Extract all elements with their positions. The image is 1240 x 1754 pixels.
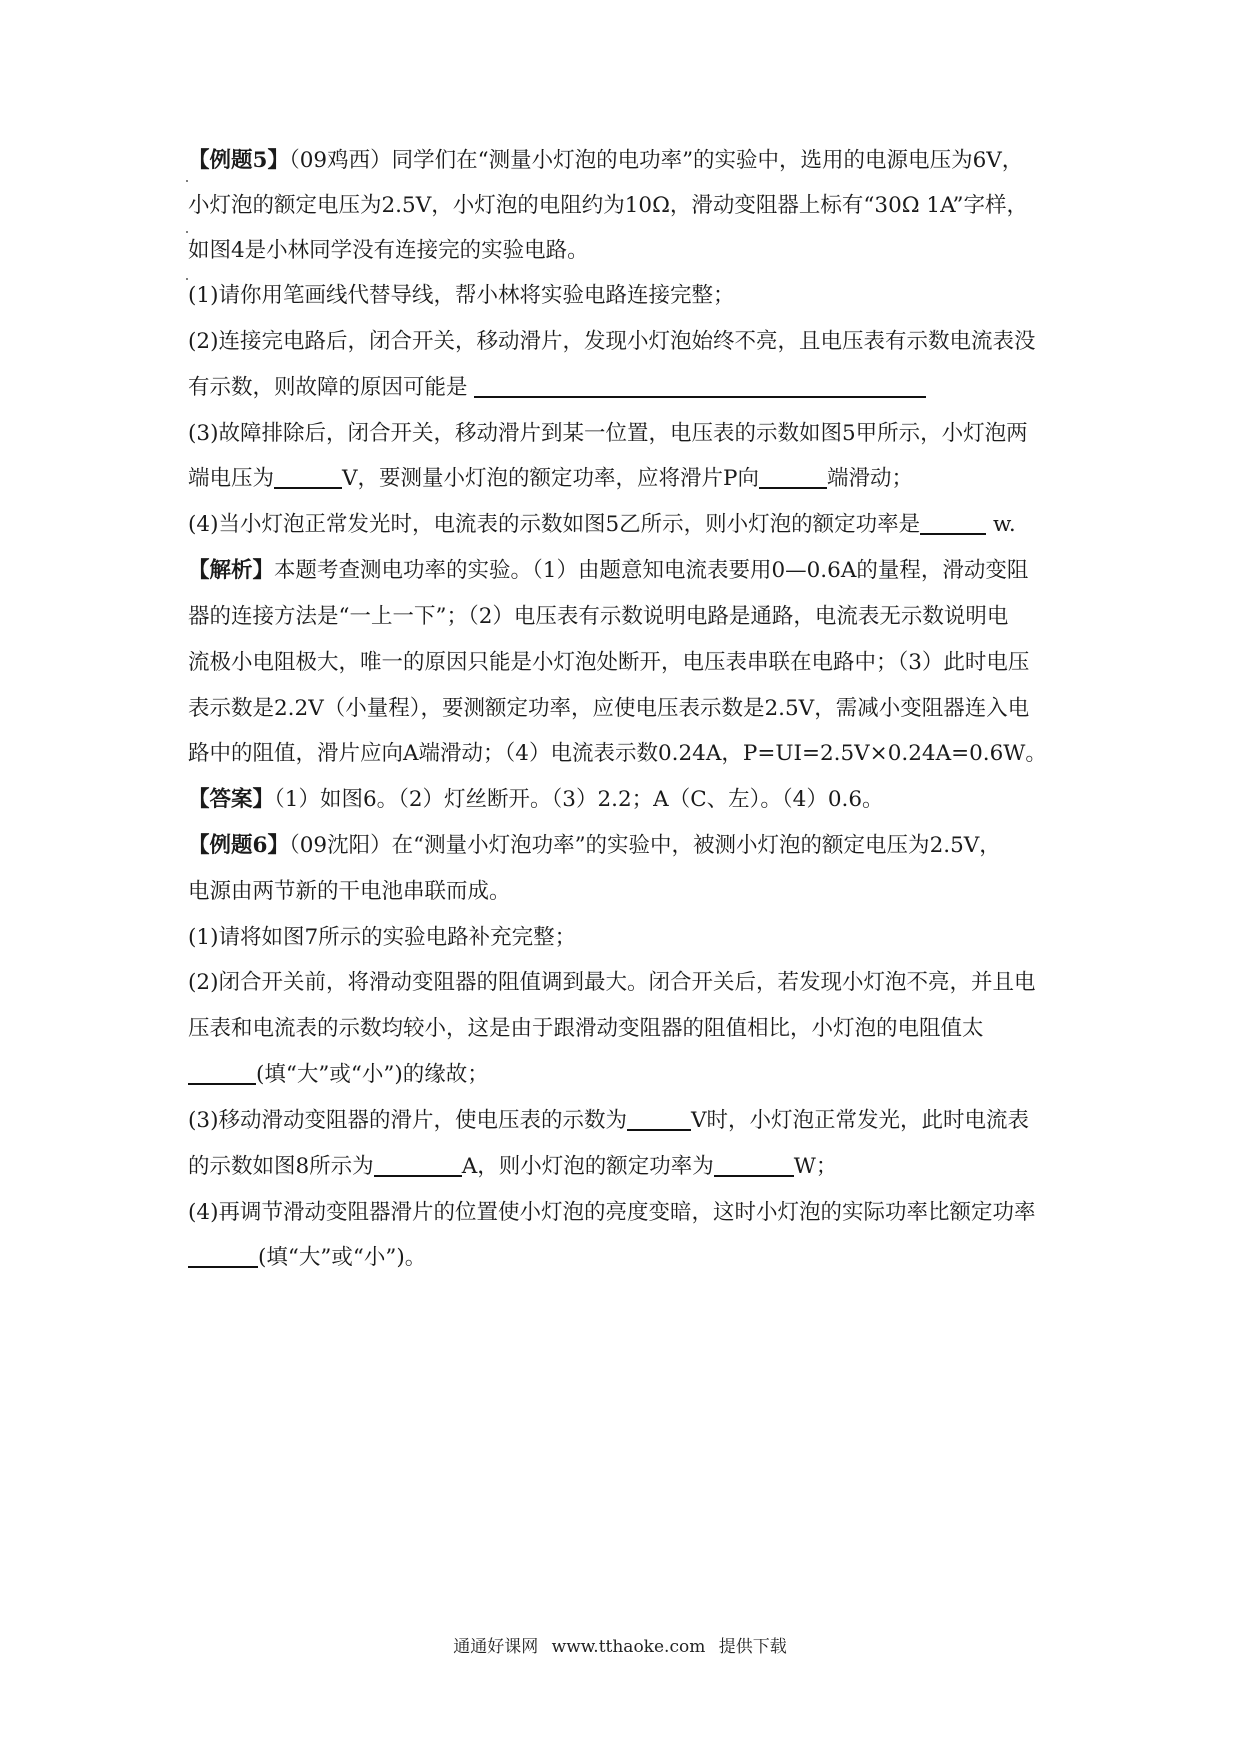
ex6-question-3a [188, 1106, 1029, 1136]
ex5-q3b-text-3: 端滑动； [827, 466, 914, 491]
ex6-question-3b [188, 1152, 837, 1182]
answer-text: （1）如图6。（2）灯丝断开。（3）2.2；A（C、左）。（4）0.6。 [274, 787, 884, 812]
ex6-question-2b: 压表和电流表的示数均较小，这是由于跟滑动变阻器的阻值相比，小灯泡的电阻值太 [188, 1016, 984, 1041]
scan-dot [186, 231, 188, 233]
ex6-question-2a: (2)闭合开关前，将滑动变阻器的阻值调到最大。闭合开关后，若发现小灯泡不亮，并且电 [188, 970, 1036, 995]
ex5-question-3a: (3)故障排除后，闭合开关，移动滑片到某一位置，电压表的示数如图5甲所示，小灯泡两 [188, 421, 1028, 446]
analysis-text: 本题考查测电功率的实验。（1）由题意知电流表要用0—0.6A的量程，滑动变阻 [274, 558, 1029, 583]
ex5-text: （09鸡西）同学们在“测量小灯泡的电功率”的实验中，选用的电源电压为6V， [288, 148, 1024, 173]
answer-blank[interactable] [374, 1153, 462, 1177]
footer-suffix: 提供下载 [718, 1637, 787, 1657]
ex5-question-2b [188, 373, 926, 403]
ex5-question-4 [188, 510, 1016, 540]
ex5-q4-text-1: (4)当小灯泡正常发光时，电流表的示数如图5乙所示，则小灯泡的额定功率是 [188, 512, 921, 537]
analysis-line-2: 器的连接方法是“一上一下”；（2）电压表有示数说明电路是通路，电流表无示数说明电 [188, 604, 1009, 629]
ex6-q2c-text: (填“大”或“小”)的缘故； [256, 1062, 489, 1087]
analysis-line-4: 表示数是2.2V（小量程），要测额定功率，应使电压表示数是2.5V，需减小变阻器连入电 [188, 696, 1030, 721]
ex6-tag: 【例题6】 [188, 833, 289, 858]
analysis-line-5: 路中的阻值，滑片应向A端滑动；（4）电流表示数0.24A，P=UI=2.5V×0.24A=0.6W。 [188, 741, 1047, 766]
ex5-tag: 【例题5】 [188, 148, 289, 173]
page-footer [0, 1632, 1240, 1657]
ex6-question-2c [188, 1060, 489, 1090]
footer-site-name: 通通好课网 [453, 1637, 539, 1657]
ex6-q3b-text-1: 的示数如图8所示为 [188, 1154, 374, 1179]
ex5-q4-text-2: w. [986, 512, 1016, 537]
answer-blank[interactable] [188, 1244, 258, 1268]
ex5-line-3: 如图4是小林同学没有连接完的实验电路。 [188, 238, 589, 263]
ex5-question-1: (1)请你用笔画线代替导线，帮小林将实验电路连接完整； [188, 283, 735, 308]
answer-blank[interactable] [714, 1153, 794, 1177]
ex6-text: （09沈阳）在“测量小灯泡功率”的实验中，被测小灯泡的额定电压为2.5V， [288, 833, 1001, 858]
ex6-q3a-text-1: (3)移动滑动变阻器的滑片，使电压表的示数为 [188, 1108, 627, 1133]
ex5-question-2a: (2)连接完电路后，闭合开关，移动滑片，发现小灯泡始终不亮，且电压表有示数电流表没 [188, 329, 1036, 354]
answer-line [188, 785, 884, 815]
ex6-line-1 [188, 831, 1001, 861]
footer-url[interactable]: www.tthaoke.com [551, 1637, 706, 1657]
ex5-q3b-text-2: V，要测量小灯泡的额定功率，应将滑片P向 [342, 466, 760, 491]
answer-blank[interactable] [188, 1061, 256, 1085]
scan-dot [186, 180, 188, 182]
ex5-q3b-text-1: 端电压为 [188, 466, 275, 491]
answer-blank[interactable] [627, 1107, 691, 1131]
ex5-q2b-text: 有示数，则故障的原因可能是 [188, 375, 468, 400]
ex6-question-4b [188, 1243, 426, 1273]
analysis-tag: 【解析】 [188, 558, 275, 583]
ex6-q3a-text-2: V时，小灯泡正常发光，此时电流表 [690, 1108, 1029, 1133]
ex6-line-2: 电源由两节新的干电池串联而成。 [188, 879, 511, 904]
ex6-q4b-text: (填“大”或“小”)。 [258, 1245, 427, 1270]
answer-blank[interactable] [474, 374, 926, 398]
ex5-question-3b [188, 464, 913, 494]
answer-tag: 【答案】 [188, 787, 275, 812]
answer-blank[interactable] [920, 511, 986, 535]
analysis-line-3: 流极小电阻极大，唯一的原因只能是小灯泡处断开，电压表串联在电路中；（3）此时电压 [188, 650, 1030, 675]
ex6-q3b-text-3: W； [793, 1154, 838, 1179]
ex6-q3b-text-2: A，则小灯泡的额定功率为 [461, 1154, 714, 1179]
analysis-line-1 [188, 556, 1028, 586]
ex5-line-1 [188, 146, 1023, 176]
answer-blank[interactable] [274, 465, 342, 489]
ex6-question-4a: (4)再调节滑动变阻器滑片的位置使小灯泡的亮度变暗，这时小灯泡的实际功率比额定功率 [188, 1200, 1036, 1225]
ex6-question-1: (1)请将如图7所示的实验电路补充完整； [188, 925, 577, 950]
scan-dot [186, 278, 188, 280]
ex5-line-2: 小灯泡的额定电压为2.5V，小灯泡的电阻约为10Ω，滑动变阻器上标有“30Ω 1A”字样， [188, 193, 1028, 218]
answer-blank[interactable] [759, 465, 827, 489]
